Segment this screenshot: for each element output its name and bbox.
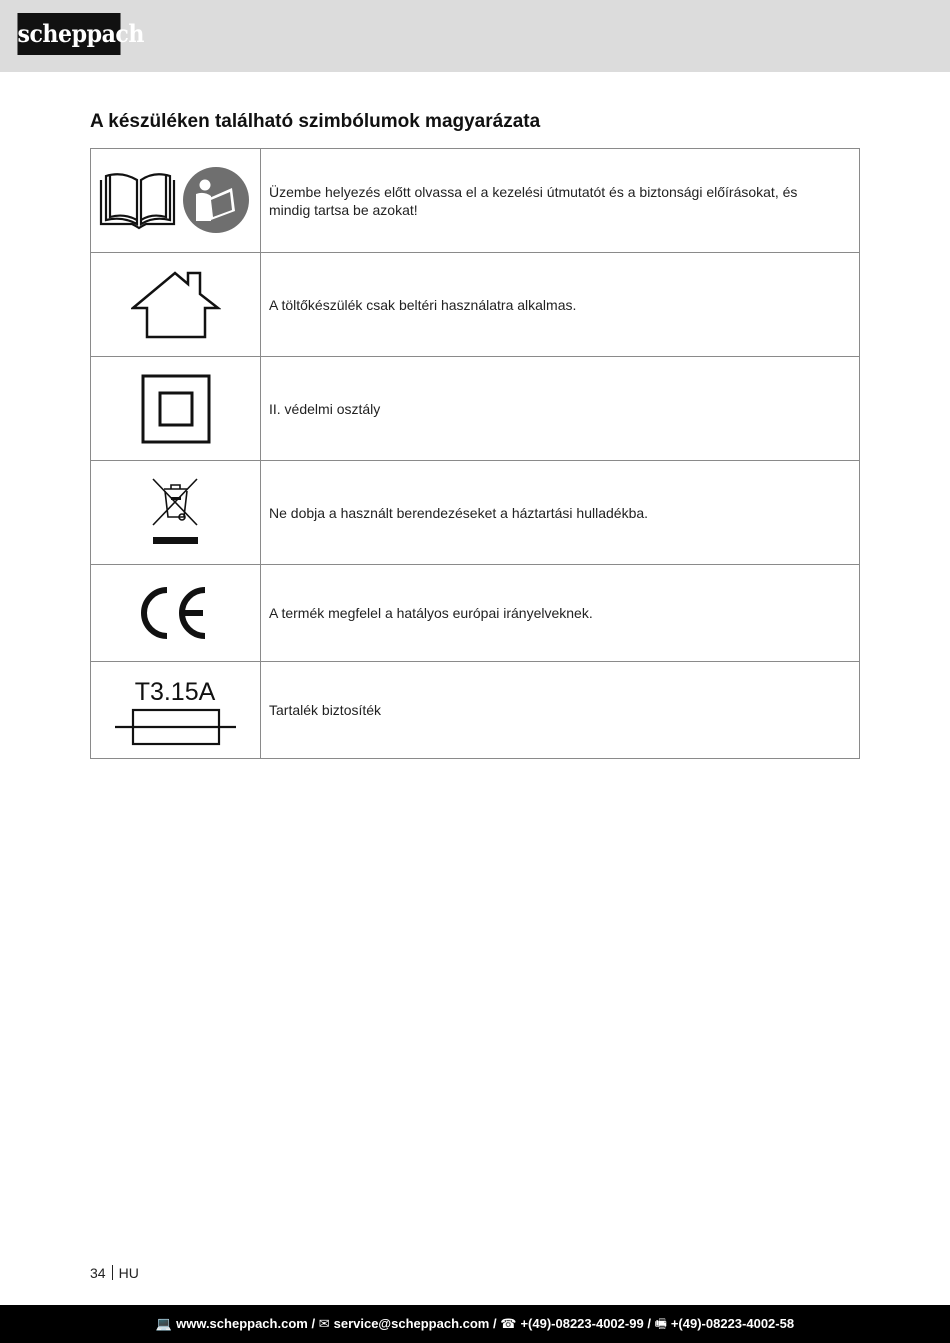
footer-separator: /	[493, 1316, 497, 1331]
symbol-description: Ne dobja a használt berendezéseket a háztartási hulladékba.	[261, 461, 860, 565]
read-manual-icon	[98, 166, 253, 236]
symbol-description: Tartalék biztosíték	[261, 662, 860, 759]
symbol-cell	[91, 357, 261, 461]
symbol-description: II. védelmi osztály	[261, 357, 860, 461]
symbol-cell	[91, 662, 261, 759]
fax-icon: 🖷	[654, 1316, 667, 1331]
scheppach-logo: scheppach	[17, 13, 120, 55]
table-row	[91, 461, 860, 565]
ce-mark-icon	[141, 587, 211, 639]
footer-email[interactable]: service@scheppach.com	[333, 1316, 490, 1331]
symbol-description: A termék megfelel a hatályos európai irányelveknek.	[261, 565, 860, 662]
footer-bar	[0, 1305, 950, 1343]
mail-icon: ✉	[318, 1316, 330, 1331]
phone-icon: ☎	[500, 1316, 517, 1331]
footer-separator: /	[647, 1316, 651, 1331]
computer-icon: 💻	[155, 1316, 173, 1331]
symbol-description: A töltőkészülék csak beltéri használatra alkalmas.	[261, 253, 860, 357]
symbol-cell	[91, 253, 261, 357]
fuse-icon	[113, 674, 238, 746]
house-icon	[131, 270, 221, 340]
footer-separator: /	[311, 1316, 316, 1331]
double-insulation-icon	[141, 374, 211, 444]
symbol-description: Üzembe helyezés előtt olvassa el a kezelési útmutatót és a biztonsági előírásokat, és mindig tartsa be azokat!	[261, 149, 860, 253]
page-title: A készüléken található szimbólumok magyarázata	[90, 111, 541, 132]
symbol-cell	[91, 565, 261, 662]
table-row	[91, 357, 860, 461]
table-row	[91, 565, 860, 662]
page-number	[90, 1265, 139, 1281]
page-number-divider	[112, 1265, 113, 1280]
footer-website[interactable]: www.scheppach.com	[176, 1316, 308, 1331]
weee-bin-icon	[151, 477, 201, 549]
footer-phone[interactable]: +(49)-08223-4002-99	[520, 1316, 644, 1331]
language-code: HU	[118, 1265, 139, 1281]
symbol-table	[90, 148, 860, 759]
table-row	[91, 662, 860, 759]
symbol-cell	[91, 149, 261, 253]
fuse-rating-label: T3.15A	[134, 678, 216, 706]
table-row	[91, 149, 860, 253]
page-number-value: 34	[90, 1265, 106, 1281]
table-row	[91, 253, 860, 357]
symbol-cell	[91, 461, 261, 565]
header-bar	[0, 0, 950, 72]
footer-fax: +(49)-08223-4002-58	[670, 1316, 795, 1331]
